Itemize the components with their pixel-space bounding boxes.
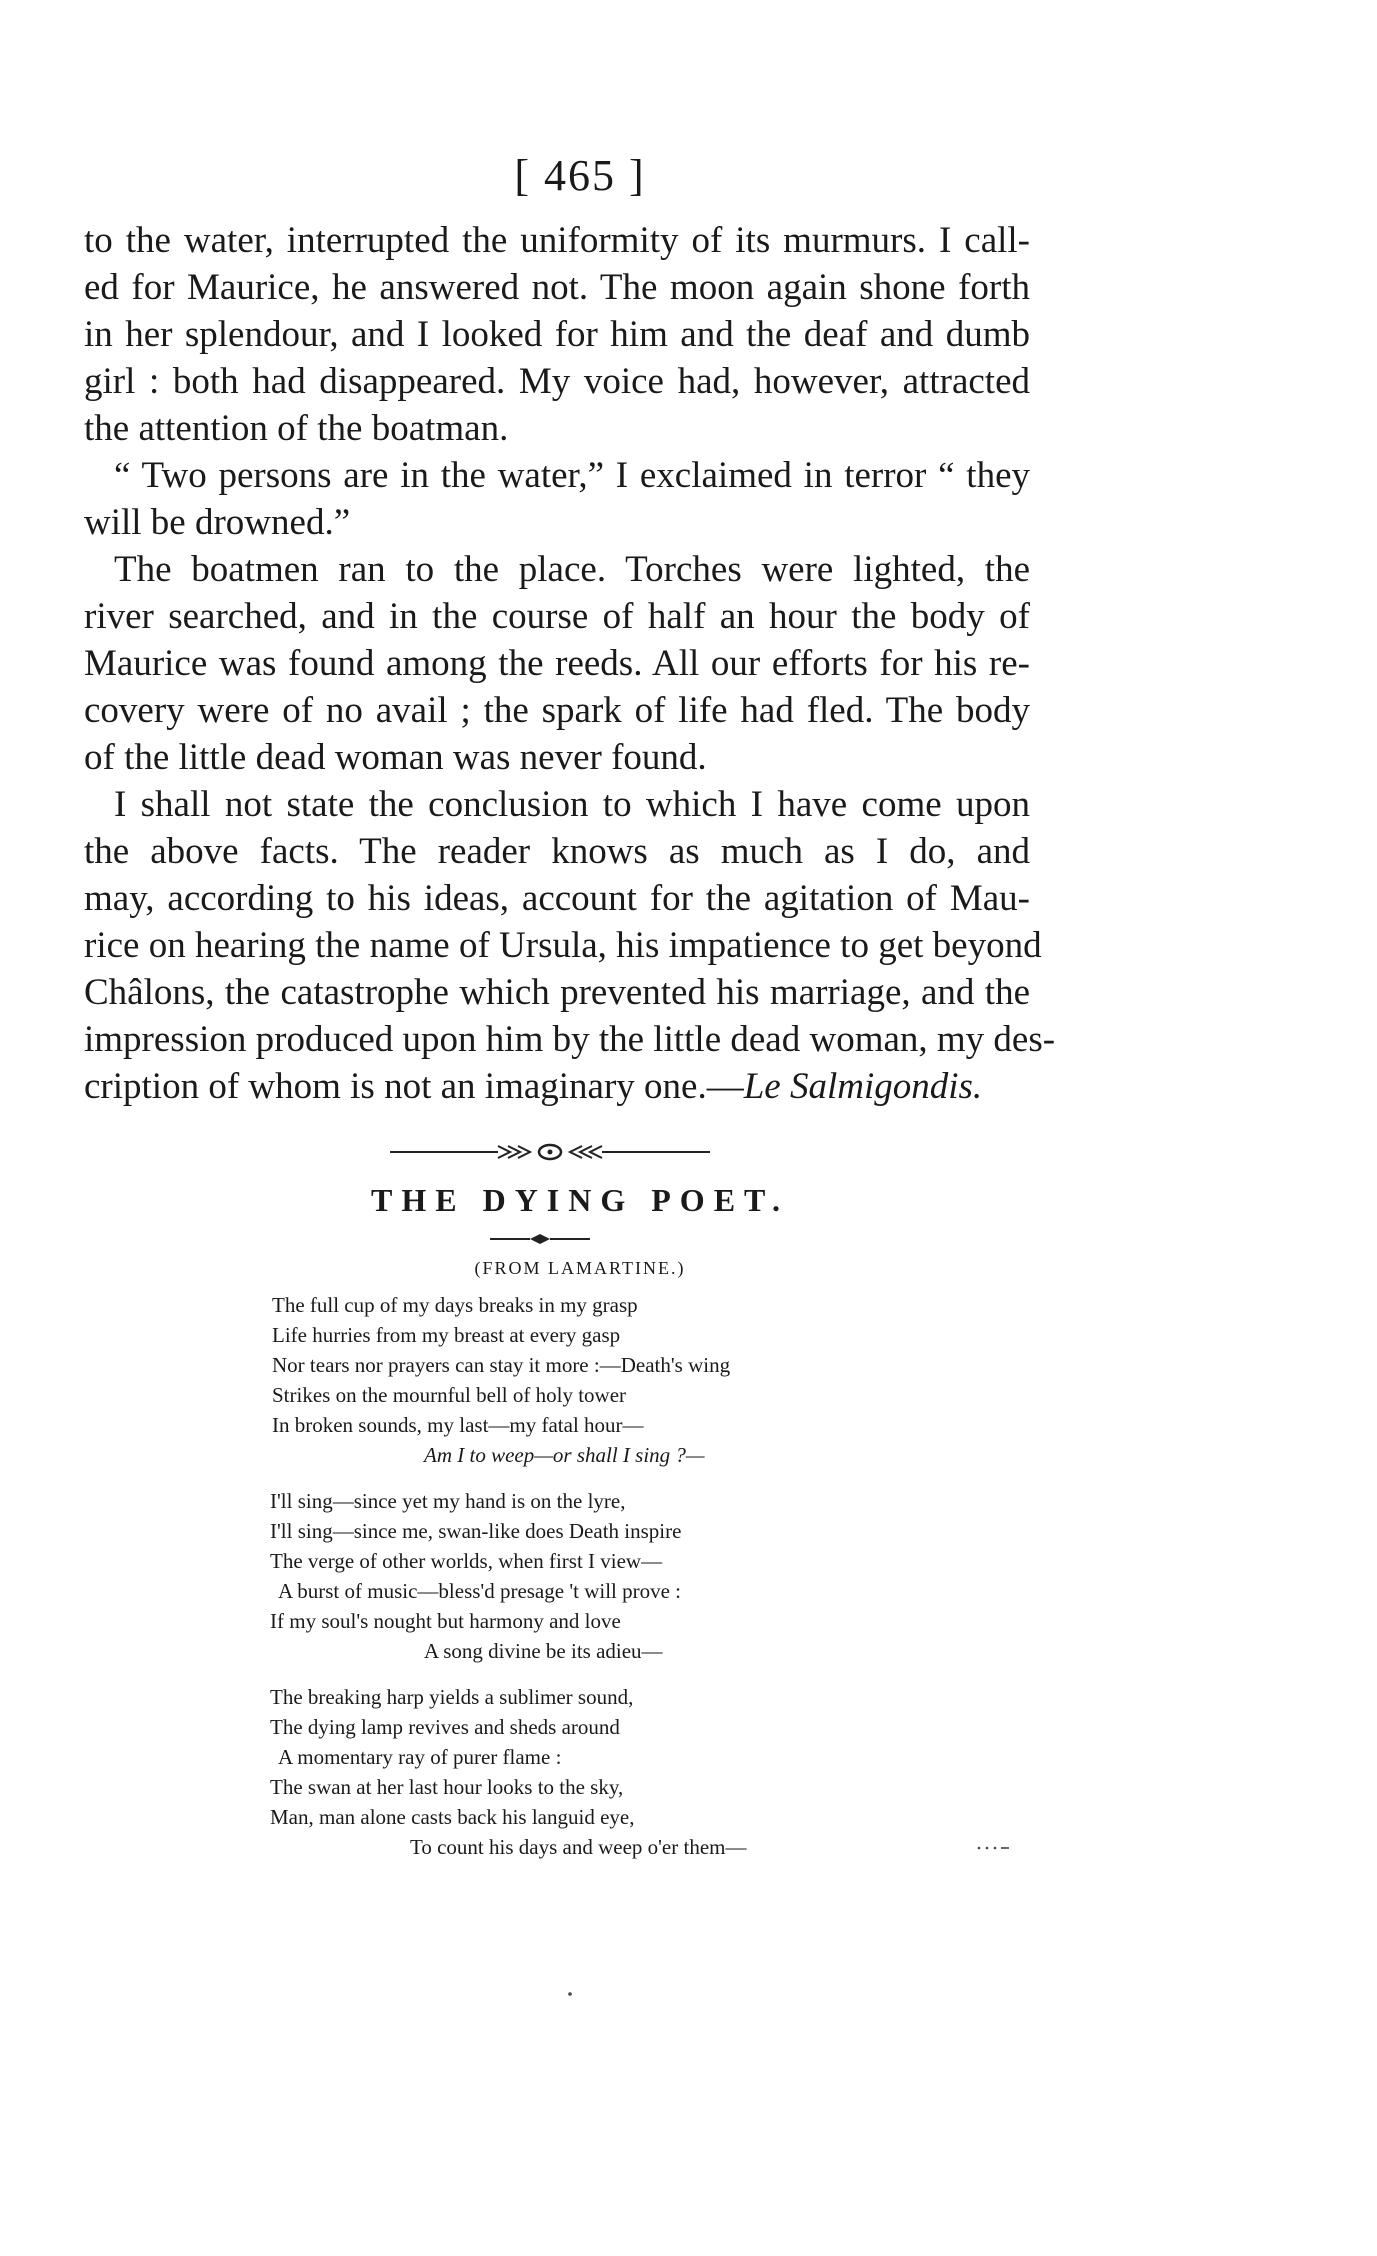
prose-line-text: cription of whom is not an imaginary one.— bbox=[84, 1066, 744, 1107]
prose-line: the attention of the boatman. bbox=[84, 408, 509, 449]
prose-line: river searched, and in the course of half an hour the body of bbox=[84, 596, 1030, 637]
poem-line: The dying lamp revives and sheds around bbox=[270, 1715, 620, 1739]
poem-line: A burst of music—bless'd presage 't will prove : bbox=[278, 1579, 682, 1603]
poem-line: The swan at her last hour looks to the sky, bbox=[270, 1775, 624, 1799]
prose-line: may, according to his ideas, account for the agitation of Mau- bbox=[84, 878, 1030, 919]
prose-line: Châlons, the catastrophe which prevented his marriage, and the bbox=[84, 972, 1030, 1013]
poem-line: Strikes on the mournful bell of holy tower bbox=[272, 1383, 627, 1407]
poem-line: Man, man alone casts back his languid eye, bbox=[270, 1805, 635, 1829]
ink-speck bbox=[566, 1990, 574, 1998]
poem-line: Nor tears nor prayers can stay it more :—Death's wing bbox=[272, 1353, 731, 1377]
poem-title: THE DYING POET. bbox=[371, 1182, 789, 1218]
prose-body bbox=[84, 217, 1056, 1110]
prose-line-final bbox=[84, 1063, 1030, 1110]
prose-line: to the water, interrupted the uniformity of its murmurs. I call- bbox=[84, 220, 1030, 261]
poem-line: The full cup of my days breaks in my grasp bbox=[272, 1293, 638, 1317]
title-rule-ornament bbox=[490, 1232, 590, 1246]
section-divider-ornament bbox=[390, 1140, 710, 1164]
poem-line-refrain: Am I to weep—or shall I sing ?— bbox=[424, 1443, 705, 1467]
page-number: [ 465 ] bbox=[514, 151, 646, 200]
prose-line: of the little dead woman was never found. bbox=[84, 737, 707, 778]
poem-line: In broken sounds, my last—my fatal hour— bbox=[272, 1413, 644, 1437]
prose-line: I shall not state the conclusion to which I have come upon bbox=[114, 784, 1030, 825]
prose-line: covery were of no avail ; the spark of life had fled. The body bbox=[84, 690, 1030, 731]
prose-line: the above facts. The reader knows as much as I do, and bbox=[84, 831, 1030, 872]
poem-line-refrain: A song divine be its adieu— bbox=[424, 1639, 663, 1663]
poem-source: (FROM LAMARTINE.) bbox=[474, 1258, 686, 1278]
poem-line: I'll sing—since me, swan-like does Death inspire bbox=[270, 1519, 682, 1543]
prose-line: will be drowned.” bbox=[84, 502, 351, 543]
prose-line: rice on hearing the name of Ursula, his impatience to get beyond bbox=[84, 925, 1042, 966]
prose-line: girl : both had disappeared. My voice had, however, attracted bbox=[84, 361, 1030, 402]
prose-line: The boatmen ran to the place. Torches were lighted, the bbox=[114, 549, 1030, 590]
poem-line: The breaking harp yields a sublimer sound, bbox=[270, 1685, 634, 1709]
prose-line: “ Two persons are in the water,” I exclaimed in terror “ they bbox=[114, 455, 1030, 496]
ink-speck bbox=[975, 1843, 1015, 1853]
poem-line-refrain: To count his days and weep o'er them— bbox=[410, 1835, 747, 1859]
source-attribution: Le Salmigondis. bbox=[743, 1066, 983, 1107]
poem-line: The verge of other worlds, when first I view— bbox=[270, 1549, 663, 1573]
poem-line: If my soul's nought but harmony and love bbox=[270, 1609, 621, 1633]
poem-line: I'll sing—since yet my hand is on the lyre, bbox=[270, 1489, 626, 1513]
prose-line: in her splendour, and I looked for him and the deaf and dumb bbox=[84, 314, 1030, 355]
poem-line: A momentary ray of purer flame : bbox=[278, 1745, 562, 1769]
prose-line: impression produced upon him by the little dead woman, my des- bbox=[84, 1019, 1056, 1060]
poem-line: Life hurries from my breast at every gasp bbox=[272, 1323, 621, 1347]
prose-line: Maurice was found among the reeds. All our efforts for his re- bbox=[84, 643, 1030, 684]
prose-line: ed for Maurice, he answered not. The moon again shone forth bbox=[84, 267, 1030, 308]
